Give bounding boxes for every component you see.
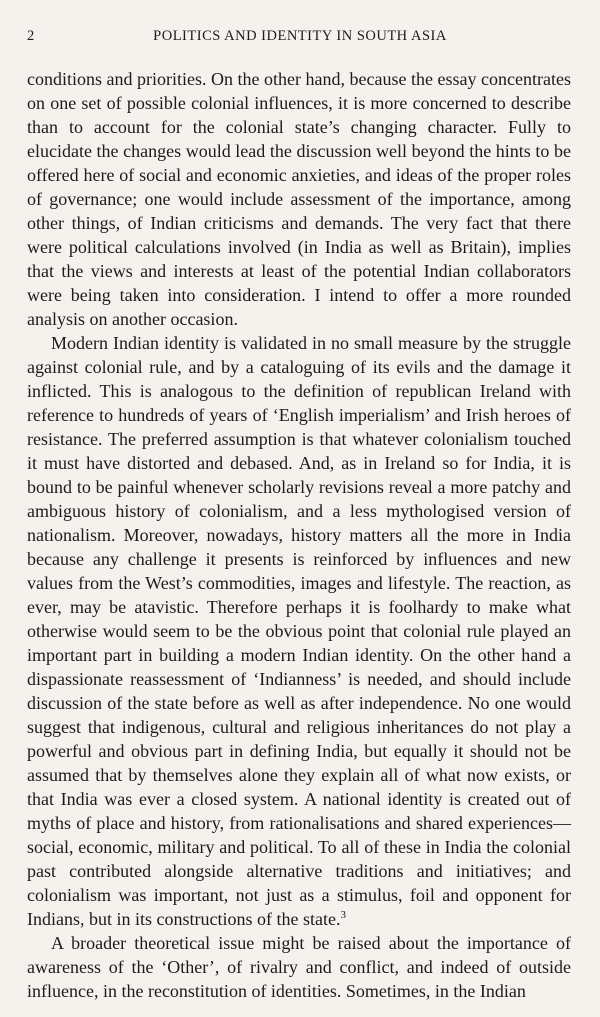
footnote-marker[interactable]: 3: [340, 909, 346, 921]
page-header: [27, 28, 573, 50]
paragraph-text: Modern Indian identity is validated in no small measure by the struggle against colonial rule, and by a cataloguing of its evils and the damage it inflicted. This is analogous to the definition of republican Ireland with reference to hundreds of years of ‘English imperialism’ and Irish heroes of resistance. The preferred assumption is that whatever colonialism touched it must have distorted and debased. And, as in Ireland so for India, it is bound to be painful whenever scholarly revisions reveal a more patchy and ambiguous history of colonialism, and a less mythologised version of nationalism. Moreover, nowadays, history matters all the more in India because any challenge it presents is reinforced by influences and new values from the West’s commodities, images and lifestyle. The reaction, as ever, may be atavistic. Therefore perhaps it is foolhardy to make what otherwise would seem to be the obvious point that colonial rule played an important part in building a modern Indian identity. On the other hand a dispassionate reassessment of ‘Indianness’ is needed, and should include discussion of the state before as well as after independence. No one would suggest that indigenous, cultural and religious inheritances do not play a powerful and obvious part in defining India, but equally it should not be assumed that by themselves alone they explain all of what now exists, or that India was ever a closed system. A national identity is created out of myths of place and history, from rationalisations and shared experiences—social, economic, military and political. To all of these in India the colonial past contributed alongside alternative traditions and initiatives; and colonialism was important, not just as a stimulus, foil and opponent for Indians, but in its constructions of the state.: [27, 333, 571, 929]
paragraph-1: [27, 67, 571, 331]
paragraph-2: [27, 331, 571, 931]
running-head: POLITICS AND IDENTITY IN SOUTH ASIA: [153, 28, 447, 44]
page-number: 2: [27, 28, 35, 44]
paragraph-3: [27, 931, 571, 1003]
paragraph-text: conditions and priorities. On the other hand, because the essay concentrates on one set of possible colonial influences, it is more concerned to describe than to account for the colonial state’s changing character. Fully to elucidate the changes would lead the discussion well beyond the hints to be offered here of social and economic anxieties, and ideas of the proper roles of governance; one would include assessment of the importance, among other things, of Indian criticisms and demands. The very fact that there were political calculations involved (in India as well as Britain), implies that the views and interests at least of the potential Indian collaborators were being taken into consideration. I intend to offer a more rounded analysis on another occasion.: [27, 69, 571, 329]
body-text: [27, 67, 571, 1003]
paragraph-text: A broader theoretical issue might be raised about the importance of awareness of the ‘Other’, of rivalry and conflict, and indeed of outside influence, in the reconstitution of identities. Sometimes, in the Indian: [27, 933, 571, 1001]
